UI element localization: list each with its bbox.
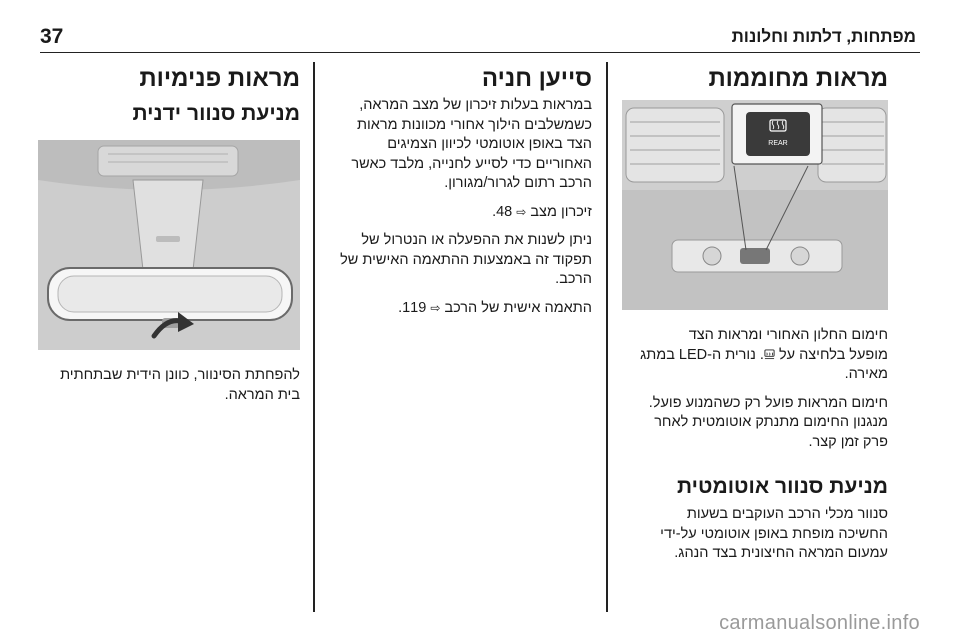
chapter-title: מפתחות, דלתות וחלונות <box>731 27 916 46</box>
air-vent-right <box>818 108 886 182</box>
paragraph: במראות בעלות זיכרון של מצב המראה, כשמשלבים הילוך אחורי מכוונות מראות הצד באופן אוטומטי לכיוון הצמיגים האחוריים כדי לסייע לחנייה, מלבד כאשר הרכב רתום לגרור/מגורון. <box>351 97 592 191</box>
column-interior-mirrors <box>38 62 300 128</box>
paragraph: חימום החלון האחורי ומראות הצד מופעל בלחיצה על . נורית ה-LED במתג מאירה. <box>640 327 888 382</box>
subsection-heading: מניעת סנוור אוטומטית <box>677 475 888 498</box>
rearview-mirror-figure <box>38 140 300 350</box>
interior-mirrors-text <box>38 366 300 405</box>
section-heading: מראות פנימיות <box>139 65 300 92</box>
section-heading: סייען חניה <box>481 65 592 92</box>
section-heading: מראות מחוממות <box>708 65 888 92</box>
column-divider <box>313 62 315 612</box>
page-header <box>40 22 920 53</box>
rear-button-label: REAR <box>768 140 788 147</box>
page-number: 37 <box>40 25 64 48</box>
console-figure <box>622 100 888 310</box>
paragraph: להפחתת הסינוור, כוונן הידית שבתחתית בית המראה. <box>60 367 300 403</box>
paragraph: ניתן לשנות את ההפעלה או הנטרול של תפקוד זה באמצעות ההתאמה האישית של הרכב. <box>340 232 592 287</box>
heated-mirrors-text <box>622 326 888 564</box>
reference-arrow-icon: ⇨ <box>516 204 527 219</box>
cross-reference[interactable]: התאמה אישית של הרכב ⇨ 119. <box>398 299 592 316</box>
paragraph: סנוור מכלי הרכב העוקבים בשעות החשיכה מופחת באופן אוטומטי על-ידי עמעום המראה החיצונית בצד הנהג. <box>660 506 888 561</box>
rear-window-heat-icon <box>764 349 775 360</box>
reference-arrow-icon: ⇨ <box>430 300 441 315</box>
column-divider <box>606 62 608 612</box>
paragraph: חימום המראות פועל רק כשהמנוע פועל. מנגנון החימום מתנתק אוטומטית לאחר פרק זמן קצר. <box>648 394 888 450</box>
cross-reference[interactable]: זיכרון מצב ⇨ 48. <box>492 203 592 220</box>
air-vent-left <box>626 108 724 182</box>
subsection-heading: מניעת סנוור ידנית <box>132 102 300 125</box>
column-parking-assist <box>328 62 592 318</box>
column-heated-mirrors <box>622 62 888 94</box>
watermark: carmanualsonline.info <box>719 612 920 634</box>
